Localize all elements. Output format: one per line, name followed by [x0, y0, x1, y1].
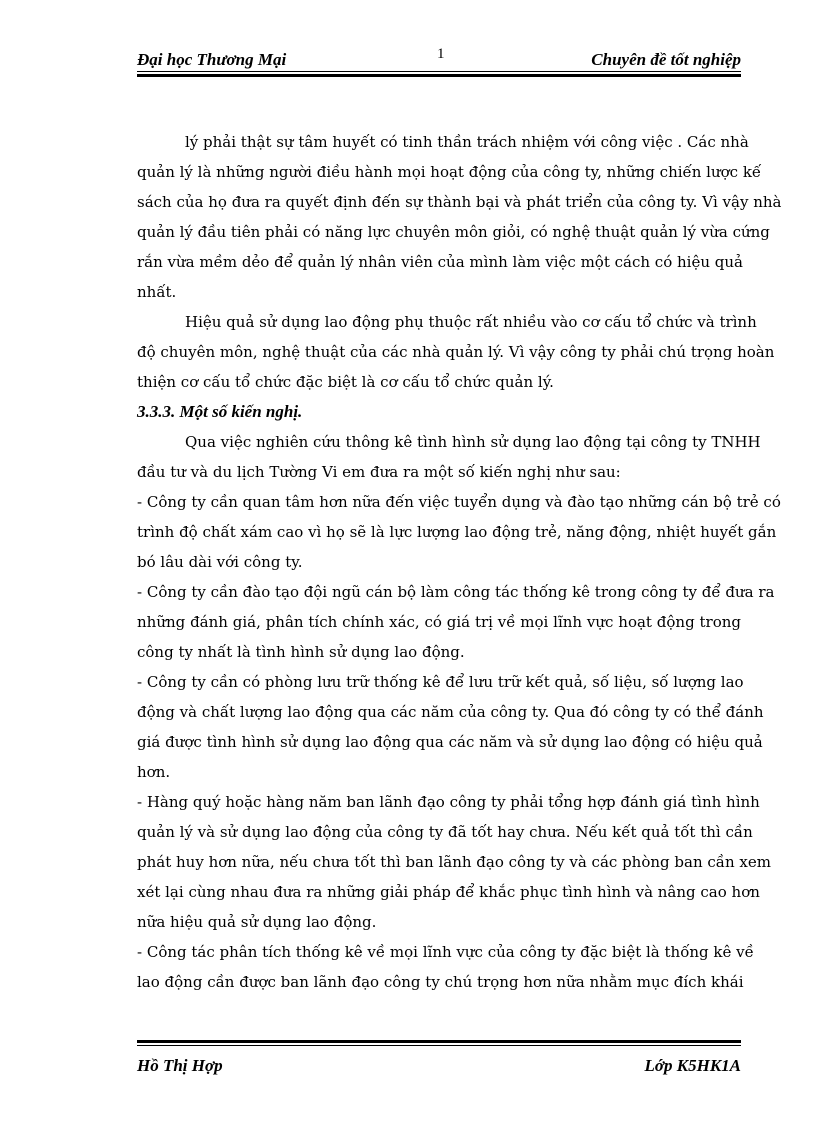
page-number: 1 — [437, 46, 445, 62]
body-line: lý phải thật sự tâm huyết có tinh thần trách nhiệm với công việc . Các nhà — [185, 133, 749, 151]
body-line: hơn. — [137, 763, 171, 781]
section-heading: 3.3.3. Một số kiến nghị. — [137, 402, 303, 421]
body-line: - Công ty cần quan tâm hơn nữa đến việc tuyển dụng và đào tạo những cán bộ trẻ có — [137, 493, 781, 511]
body-line: - Công ty cần đào tạo đội ngũ cán bộ làm công tác thống kê trong công ty để đưa ra — [137, 583, 775, 601]
body-line: sách của họ đưa ra quyết định đến sự thành bại và phát triển của công ty. Vì vậy nhà — [137, 193, 782, 211]
body-line: quản lý là những người điều hành mọi hoạt động của công ty, những chiến lược kế — [137, 163, 762, 181]
body-line: giá được tình hình sử dụng lao động qua các năm và sử dụng lao động có hiệu quả — [137, 733, 763, 751]
body-line: trình độ chất xám cao vì họ sẽ là lực lượng lao động trẻ, năng động, nhiệt huyết gắn — [137, 523, 777, 541]
body-line: - Công tác phân tích thống kê về mọi lĩnh vực của công ty đặc biệt là thống kê về — [137, 943, 754, 961]
body-line: Hiệu quả sử dụng lao động phụ thuộc rất nhiều vào cơ cấu tổ chức và trình — [185, 313, 757, 331]
document-type: Chuyên đề tốt nghiệp — [591, 50, 741, 69]
body-line: nhất. — [137, 283, 177, 301]
body-line: những đánh giá, phân tích chính xác, có giá trị về mọi lĩnh vực hoạt động trong — [137, 613, 741, 631]
body-line: độ chuyên môn, nghệ thuật của các nhà quản lý. Vì vậy công ty phải chú trọng hoàn — [137, 343, 775, 361]
body-line: phát huy hơn nữa, nếu chưa tốt thì ban lãnh đạo công ty và các phòng ban cần xem — [137, 853, 771, 871]
class-name: Lớp K5HK1A — [644, 1056, 741, 1075]
page-footer — [137, 1056, 741, 1080]
body-line: - Hàng quý hoặc hàng năm ban lãnh đạo công ty phải tổng hợp đánh giá tình hình — [137, 793, 760, 811]
body-line: rắn vừa mềm dẻo để quản lý nhân viên của mình làm việc một cách có hiệu quả — [137, 253, 743, 271]
footer-rule-thick — [137, 1040, 741, 1043]
body-line: lao động cần được ban lãnh đạo công ty chú trọng hơn nữa nhằm mục đích khái — [137, 973, 744, 991]
body-line: thiện cơ cấu tổ chức đặc biệt là cơ cấu tổ chức quản lý. — [137, 373, 554, 391]
body-line: động và chất lượng lao động qua các năm của công ty. Qua đó công ty có thể đánh — [137, 703, 764, 721]
body-line: công ty nhất là tình hình sử dụng lao động. — [137, 643, 465, 661]
body-line: - Công ty cần có phòng lưu trữ thống kê để lưu trữ kết quả, số liệu, số lượng lao — [137, 673, 744, 691]
header-rule-thick — [137, 74, 741, 77]
body-line: quản lý đầu tiên phải có năng lực chuyên môn giỏi, có nghệ thuật quản lý vừa cứng — [137, 223, 770, 241]
footer-rule-thin — [137, 1045, 741, 1046]
body-line: nữa hiệu quả sử dụng lao động. — [137, 913, 377, 931]
document-body — [137, 127, 782, 997]
university-name: Đại học Thương Mại — [137, 50, 287, 69]
header-rule-thin — [137, 71, 741, 72]
body-line: đầu tư và du lịch Tường Vi em đưa ra một số kiến nghị như sau: — [137, 463, 621, 481]
body-line: quản lý và sử dụng lao động của công ty đã tốt hay chưa. Nếu kết quả tốt thì cần — [137, 823, 753, 841]
author-name: Hồ Thị Hợp — [137, 1056, 223, 1075]
body-line: xét lại cùng nhau đưa ra những giải pháp để khắc phục tình hình và nâng cao hơn — [137, 883, 760, 901]
body-line: Qua việc nghiên cứu thông kê tình hình sử dụng lao động tại công ty TNHH — [185, 433, 761, 451]
body-line: bó lâu dài với công ty. — [137, 553, 303, 571]
page-header — [137, 44, 741, 72]
